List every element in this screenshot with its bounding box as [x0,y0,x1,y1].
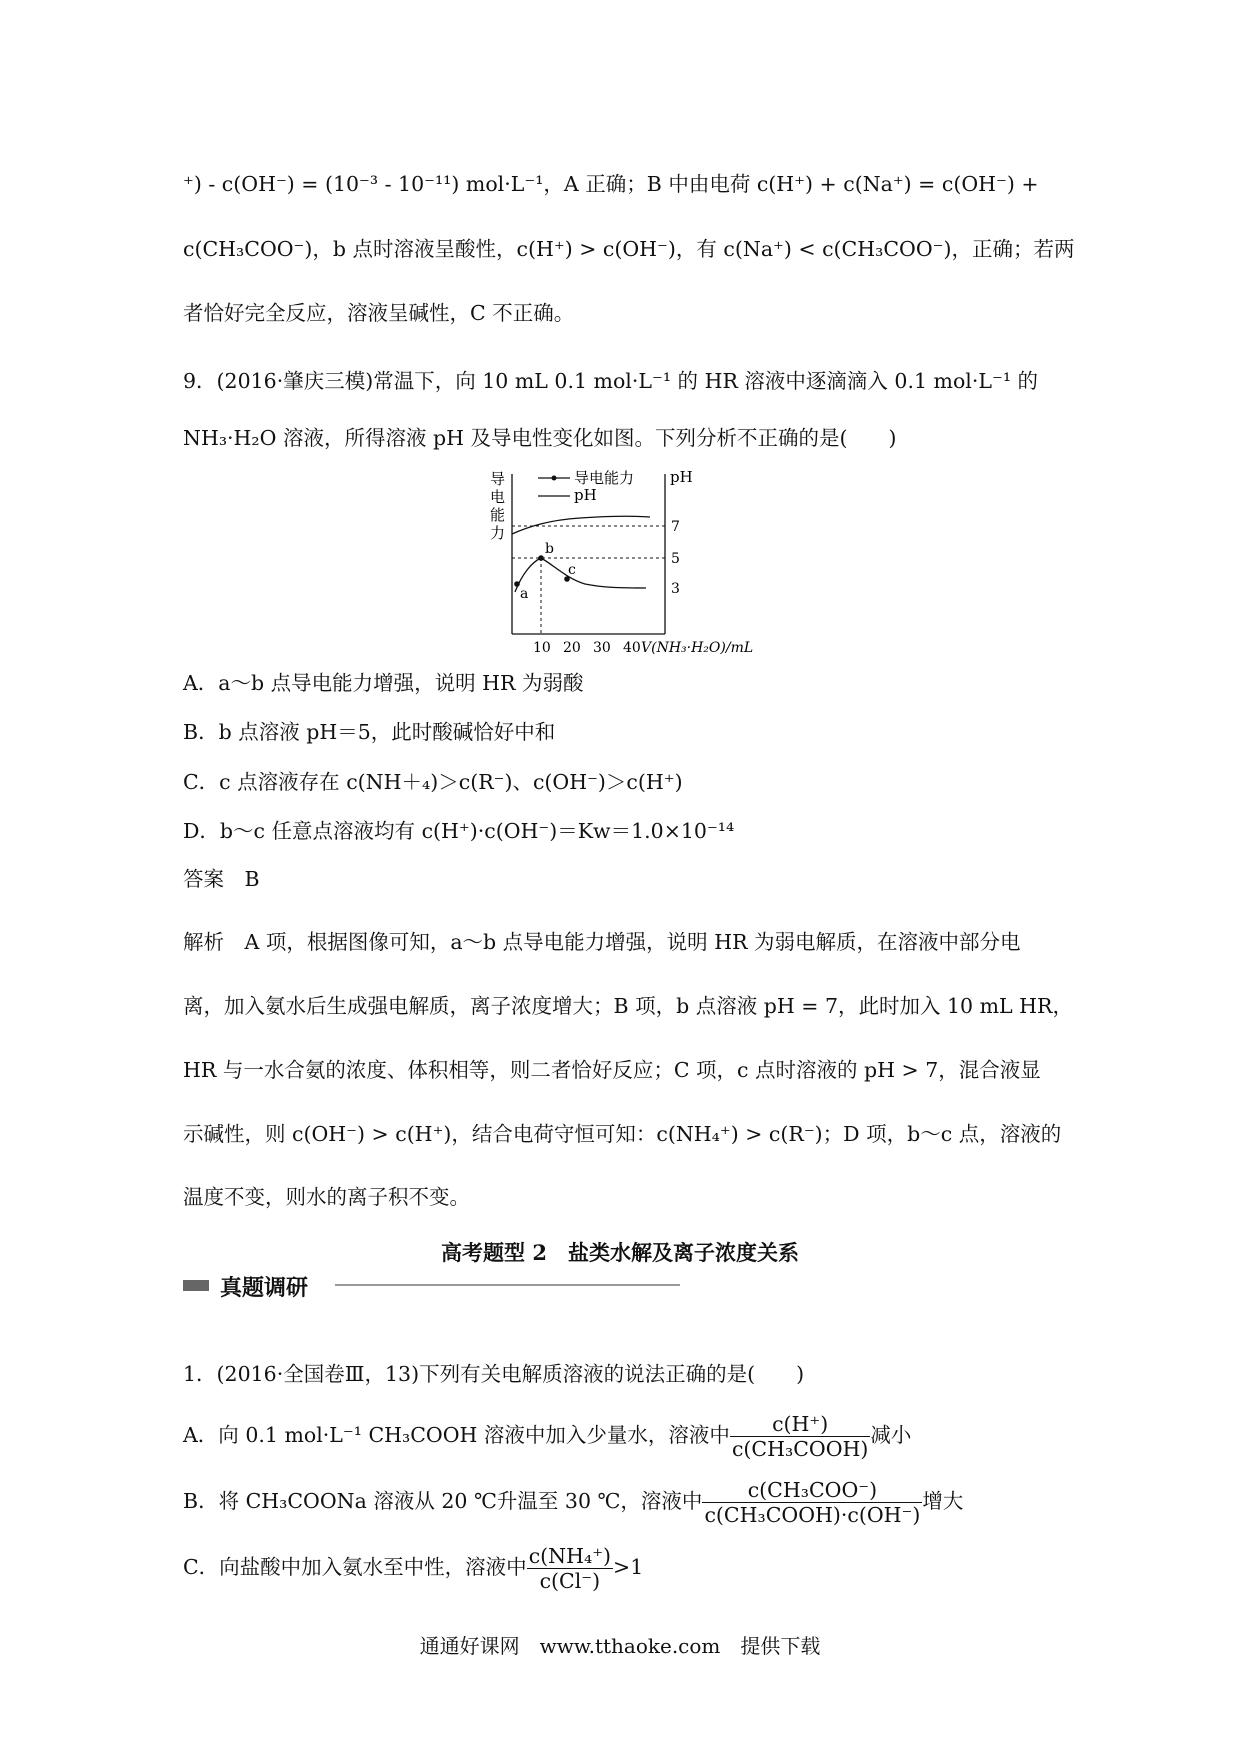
option-b-text: B．将 CH₃COONa 溶液从 20 ℃升温至 30 ℃，溶液中 [183,1489,703,1513]
option-d: D．b～c 任意点溶液均有 c(H⁺)·c(OH⁻)＝Kw＝1.0×10⁻¹⁴ [183,819,735,843]
section-label: 真题调研 [220,1275,309,1301]
option-c-fraction [527,1544,613,1593]
fraction-denominator: c(CH₃COOH) [731,1437,869,1461]
option-b-fraction [702,1478,922,1527]
point-a-marker [514,581,520,587]
section-bar-icon [183,1280,209,1291]
question-1-option-c [183,1543,643,1593]
x-tick-20: 20 [563,640,581,656]
left-axis-label-2: 电 [490,488,506,506]
analysis-line: HR 与一水合氨的浓度、体积相等，则二者恰好反应；C 项，c 点时溶液的 pH > 7，混合液显 [183,1058,1041,1082]
question-1-option-b [183,1477,963,1527]
answer: 答案 B [183,867,260,891]
analysis-line: 示碱性，则 c(OH⁻) > c(H⁺)，结合电荷守恒可知：c(NH₄⁺) > c(R⁻)；D 项，b～c 点，溶液的 [183,1122,1062,1146]
fraction-numerator: c(CH₃COO⁻) [702,1478,922,1503]
point-b-label: b [545,541,554,557]
legend-conductivity-label: 导电能力 [574,469,635,487]
analysis-line: 解析 A 项，根据图像可知，a～b 点导电能力增强，说明 HR 为弱电解质，在溶液中部分电 [183,930,1021,954]
section-divider [335,1284,680,1286]
right-tick-3: 3 [671,581,680,597]
question-1-line-1: 1．(2016·全国卷Ⅲ，13)下列有关电解质溶液的说法正确的是( ) [183,1362,805,1386]
left-axis-label-3: 能 [490,506,506,524]
option-a-suffix: 减小 [870,1423,912,1447]
section-title: 高考题型 2 盐类水解及离子浓度关系 [441,1240,799,1265]
question-9-line-2: NH₃·H₂O 溶液，所得溶液 pH 及导电性变化如图。下列分析不正确的是( ) [183,426,897,450]
x-tick-30: 30 [593,640,611,656]
x-tick-10: 10 [533,640,551,656]
right-axis-label: pH [670,468,693,486]
question-9-line-1: 9．(2016·肇庆三模)常温下，向 10 mL 0.1 mol·L⁻¹ 的 HR 溶液中逐滴滴入 0.1 mol·L⁻¹ 的 [183,369,1039,393]
point-a-label: a [520,586,529,602]
option-c: C．c 点溶液存在 c(NH＋₄)＞c(R⁻)、c(OH⁻)＞c(H⁺) [183,770,683,794]
fraction-numerator: c(H⁺) [730,1412,870,1437]
footer-watermark: 通通好课网 www.tthaoke.com 提供下载 [419,1634,821,1658]
left-axis-label-1: 导 [490,470,506,488]
text-line: c(CH₃COO⁻)，b 点时溶液呈酸性，c(H⁺) > c(OH⁻)，有 c(Na⁺) < c(CH₃COO⁻)，正确；若两 [183,237,1075,261]
conductivity-curve [515,558,646,592]
question-1-option-a [183,1411,911,1461]
option-c-text: C．向盐酸中加入氨水至中性，溶液中 [183,1555,527,1579]
point-c-label: c [568,562,576,578]
option-b: B．b 点溶液 pH＝5，此时酸碱恰好中和 [183,720,556,744]
titration-chart [470,462,800,658]
right-tick-7: 7 [671,519,680,535]
text-line: 者恰好完全反应，溶液呈碱性，C 不正确。 [183,301,575,325]
analysis-line: 离，加入氨水后生成强电解质，离子浓度增大；B 项，b 点溶液 pH = 7，此时加入 10 mL HR， [183,994,1073,1018]
analysis-line: 温度不变，则水的离子积不变。 [183,1185,470,1209]
right-tick-5: 5 [671,551,680,567]
x-tick-40: 40 [623,640,641,656]
option-a-text: A．向 0.1 mol·L⁻¹ CH₃COOH 溶液中加入少量水，溶液中 [183,1423,730,1447]
option-a-fraction [730,1412,870,1461]
left-axis-label-4: 力 [490,524,506,542]
option-a: A．a～b 点导电能力增强，说明 HR 为弱酸 [183,671,584,695]
fraction-numerator: c(NH₄⁺) [528,1544,612,1568]
option-b-suffix: 增大 [922,1489,964,1513]
fraction-denominator: c(CH₃COOH)·c(OH⁻) [704,1503,921,1527]
legend-ph-label: pH [574,486,597,504]
x-axis-label: V(NH₃·H₂O)/mL [641,640,754,656]
fraction-denominator: c(Cl⁻) [539,1569,601,1593]
ph-curve [512,516,650,534]
point-b-marker [538,555,544,561]
text-line: ⁺) - c(OH⁻) = (10⁻³ - 10⁻¹¹) mol·L⁻¹，A 正确；B 中由电荷 c(H⁺) + c(Na⁺) = c(OH⁻) + [183,172,1039,196]
legend-conductivity-marker [552,476,557,481]
option-c-suffix: >1 [613,1555,644,1579]
